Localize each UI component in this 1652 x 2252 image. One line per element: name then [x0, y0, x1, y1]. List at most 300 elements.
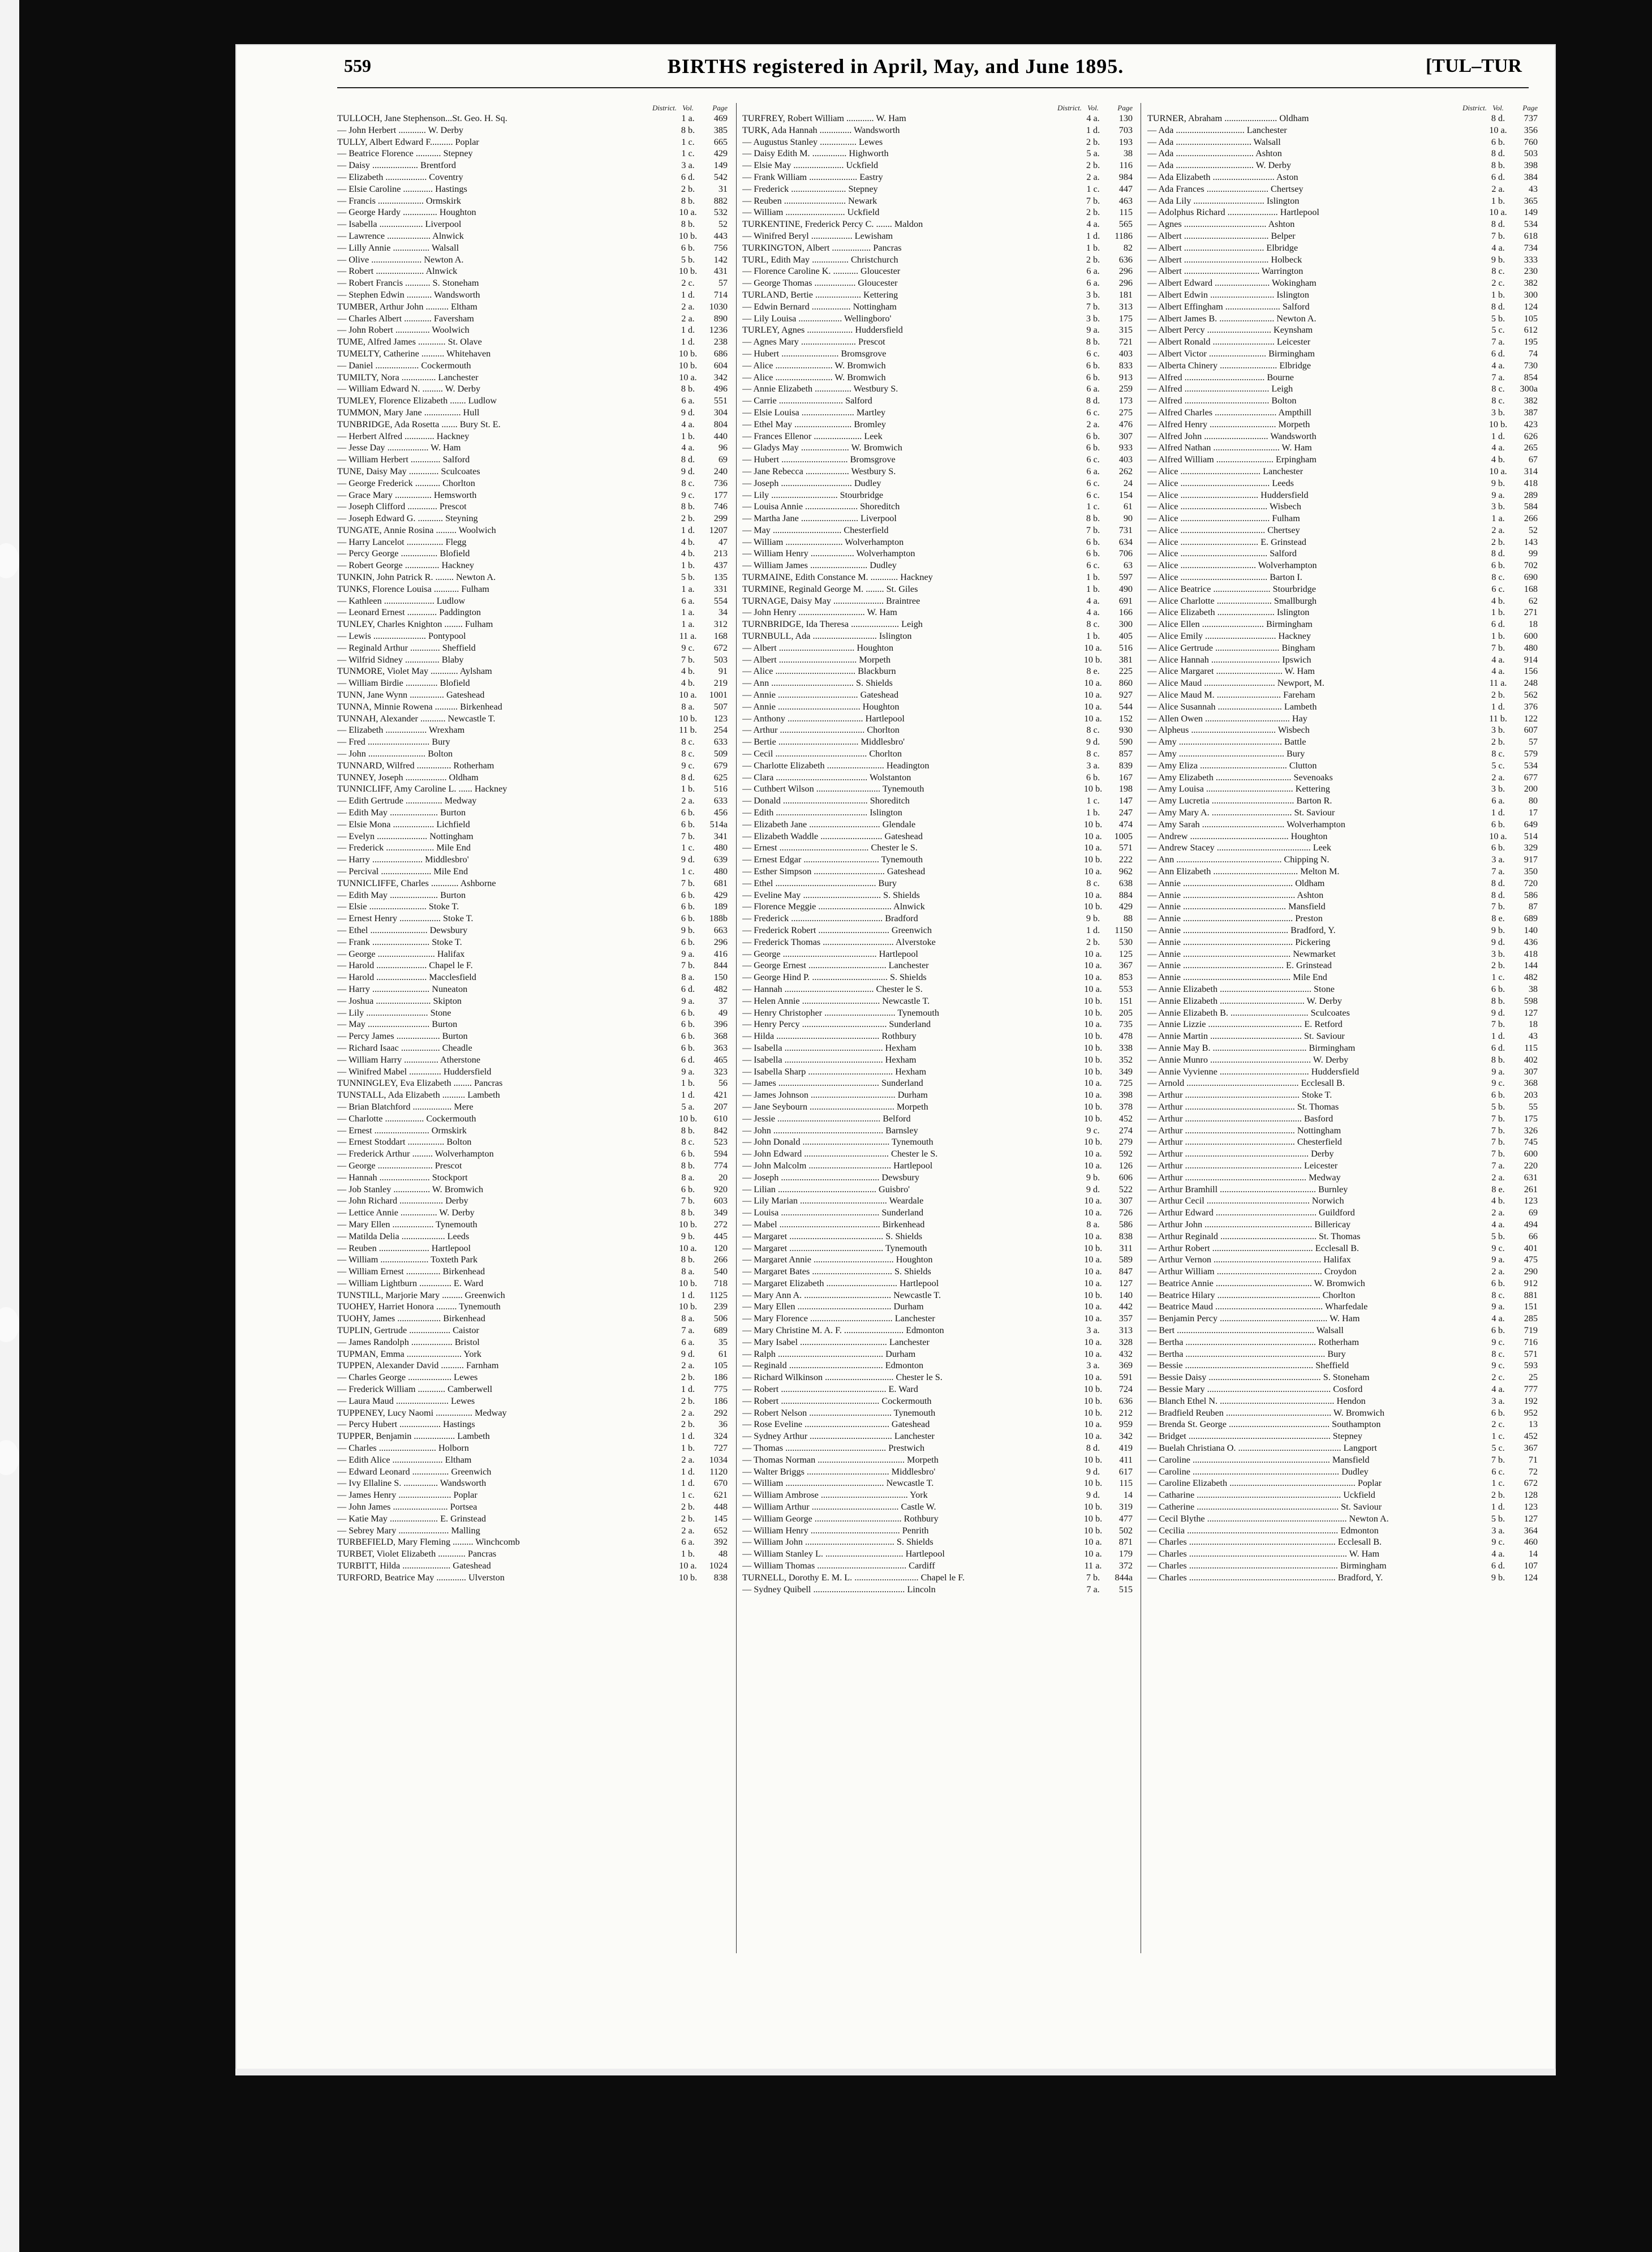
register-entry: [337, 1325, 728, 1336]
entry-name-district: TUNNICLIFF, Amy Caroline L. ...... Hackney: [337, 784, 507, 794]
register-entry: [742, 1101, 1133, 1113]
register-entry: [1147, 1548, 1538, 1560]
register-entry: [742, 1030, 1133, 1042]
register-entry: [337, 1148, 728, 1160]
entry-name-district: — Annie Elizabeth ........................................ Stone: [1147, 983, 1335, 994]
entry-name-district: — Walter Briggs .................................... Middlesbro': [742, 1466, 936, 1477]
entry-name-district: — Amy .............................................. Bury: [1147, 749, 1305, 759]
entry-volume: 10 a.: [1084, 1196, 1102, 1206]
register-columns: [337, 103, 1538, 1953]
entry-name-district: — Joseph Clifford ............. Prescot: [337, 501, 467, 512]
register-entry: [337, 948, 728, 960]
register-entry: [742, 1219, 1133, 1231]
entry-page: 530: [1118, 936, 1133, 947]
entry-page: 71: [1528, 1454, 1538, 1465]
entry-name-district: — William ..................... Toxteth Park: [337, 1254, 478, 1265]
register-entry: [1147, 701, 1538, 713]
entry-name-district: — Catharine ............................................................... Uckfield: [1147, 1490, 1375, 1501]
register-entry: [1147, 1278, 1538, 1290]
entry-name-district: — John James ........................ Portsea: [337, 1502, 477, 1512]
entry-volume: 9 a.: [1491, 1301, 1505, 1312]
entry-name-district: — Alice Emily ............................... Hackney: [1147, 631, 1311, 642]
entry-volume: 10 a.: [1084, 983, 1102, 994]
register-entry: [337, 536, 728, 548]
entry-name-district: — Joseph ............................... Dudley: [742, 478, 881, 488]
entry-name-district: — Blanch Ethel N. .................................................. Hendon: [1147, 1395, 1366, 1406]
entry-volume: 2 c.: [681, 278, 695, 289]
entry-page: 311: [1119, 1243, 1133, 1253]
column-header: [1147, 103, 1538, 113]
entry-volume: 7 b.: [1086, 525, 1100, 535]
register-page: [235, 44, 1556, 2075]
entry-name-district: — Reginald Arthur ............. Sheffield: [337, 642, 476, 653]
entry-name-district: — Caroline ................................................................ Dudley: [1147, 1466, 1369, 1477]
entry-volume: 7 b.: [1491, 901, 1505, 912]
register-entry: [742, 736, 1133, 748]
entry-page: 478: [1118, 1031, 1133, 1042]
register-column-3: [1147, 103, 1538, 1953]
entry-page: 200: [1524, 784, 1538, 794]
entry-page: 516: [1118, 642, 1133, 653]
entry-page: 418: [1524, 478, 1538, 488]
entry-name-district: — Charles ..................................................................... W. Ham: [1147, 1549, 1380, 1559]
entry-page: 917: [1524, 854, 1538, 865]
entry-name-district: — Arthur ................................................... Leicester: [1147, 1160, 1338, 1171]
entry-name-district: — Bridget .............................................................. Stepney: [1147, 1431, 1362, 1442]
register-entry: [337, 313, 728, 325]
entry-volume: 10 a.: [679, 1243, 697, 1253]
register-entry: [337, 1395, 728, 1407]
entry-page: 437: [713, 560, 728, 571]
entry-page: 207: [713, 1101, 728, 1112]
entry-name-district: — Lily ............................. Stourbridge: [742, 489, 884, 500]
register-entry: [337, 407, 728, 419]
entry-volume: 4 b.: [1491, 454, 1505, 465]
entry-volume: 3 b.: [1086, 313, 1100, 324]
entry-volume: 5 b.: [1491, 1231, 1505, 1241]
entry-name-district: — Alfred ..................................... Leigh: [1147, 384, 1293, 394]
entry-name-district: — Robert ..................... Alnwick: [337, 266, 458, 277]
entry-name-district: — John Richard ................... Derby: [337, 1196, 468, 1206]
entry-page: 266: [1524, 513, 1538, 524]
entry-page: 884: [1118, 889, 1133, 900]
entry-volume: 10 b.: [678, 1301, 698, 1312]
entry-name-district: — Richard Wilkinson .............................. Chester le S.: [742, 1372, 943, 1383]
entry-name-district: — Arthur ..................................... Chorlton: [742, 725, 900, 736]
entry-name-district: — Edith May ..................... Burton: [337, 889, 466, 900]
entry-page: 151: [1524, 1301, 1538, 1312]
entry-name-district: TUNMORE, Violet May ............ Aylsham: [337, 666, 492, 677]
entry-name-district: — Ernest Henry .................. Stoke T.: [337, 913, 474, 924]
entry-page: 120: [713, 1243, 728, 1253]
entry-name-district: — Laura Maud ....................... Lewes: [337, 1395, 475, 1406]
entry-page: 38: [1123, 148, 1133, 159]
entry-volume: 1 b.: [1086, 583, 1100, 594]
entry-page: 279: [1118, 1137, 1133, 1148]
register-entry: [337, 148, 728, 160]
entry-name-district: — Alice .................................. E. Grinstead: [1147, 536, 1306, 547]
register-entry: [1147, 301, 1538, 313]
entry-name-district: — Catherine .............................................................. St. Saviour: [1147, 1502, 1382, 1512]
entry-name-district: — Elizabeth .................. Wrexham: [337, 725, 465, 736]
entry-page: 378: [1118, 1101, 1133, 1112]
film-edge: [0, 0, 19, 2252]
register-entry: [337, 419, 728, 431]
entry-page: 443: [713, 230, 728, 241]
entry-page: 681: [713, 878, 728, 888]
entry-name-district: — Lilian ........................................... Guisbro': [742, 1184, 910, 1194]
register-entry: [742, 560, 1133, 571]
register-entry: [337, 1278, 728, 1290]
entry-volume: 6 a.: [681, 595, 695, 606]
register-entry: [1147, 607, 1538, 618]
entry-volume: 1 b.: [1086, 572, 1100, 583]
entry-page: 357: [1118, 1313, 1133, 1324]
entry-name-district: — Daniel ................... Cockermouth: [337, 360, 471, 371]
register-entry: [1147, 1231, 1538, 1243]
entry-page: 423: [1524, 419, 1538, 429]
register-entry: [337, 795, 728, 807]
entry-page: 890: [713, 313, 728, 324]
entry-name-district: — Ethel ......................... Dewsbury: [337, 925, 468, 935]
entry-page: 721: [1118, 337, 1133, 347]
register-entry: [337, 171, 728, 183]
entry-volume: 1 d.: [1086, 925, 1100, 935]
entry-name-district: TUNNICLIFFE, Charles ............ Ashborne: [337, 878, 496, 888]
entry-page: 61: [718, 1348, 728, 1359]
entry-name-district: — Charlotte Elizabeth ......................... Headington: [742, 760, 930, 771]
register-entry: [742, 1584, 1133, 1596]
entry-name-district: — Mary Ellen .................. Tynemouth: [337, 1219, 477, 1230]
entry-page: 122: [1524, 713, 1538, 724]
register-entry: [1147, 1501, 1538, 1513]
entry-page: 179: [1118, 1549, 1133, 1559]
register-entry: [1147, 1383, 1538, 1395]
entry-name-district: — Brian Blatchford ................. Mere: [337, 1101, 474, 1112]
register-entry: [337, 560, 728, 571]
register-entry: [742, 783, 1133, 795]
entry-volume: 10 b.: [1083, 1101, 1103, 1112]
entry-name-district: — Lily Louisa ................... Wellingboro': [742, 313, 892, 324]
entry-name-district: TUNBRIDGE, Ada Rosetta ....... Bury St. E.: [337, 419, 501, 429]
entry-page: 289: [1524, 489, 1538, 500]
register-entry: [1147, 736, 1538, 748]
entry-volume: 9 a.: [681, 948, 695, 959]
register-entry: [742, 772, 1133, 784]
entry-page: 381: [1118, 654, 1133, 665]
entry-name-district: — May .............................. Chesterfield: [742, 525, 889, 535]
entry-name-district: TUNNAH, Alexander ........... Newcastle T.: [337, 713, 496, 724]
entry-volume: 3 a.: [1086, 1360, 1100, 1371]
entry-name-district: — William Arthur ...................................... Castle W.: [742, 1502, 936, 1512]
entry-page: 396: [713, 1019, 728, 1030]
entry-volume: 2 b.: [1086, 160, 1100, 171]
entry-page: 665: [713, 136, 728, 147]
entry-name-district: — Cecil Blythe ............................................................. Newton A.: [1147, 1513, 1389, 1524]
entry-name-district: — Albert Effingham ........................ Salford: [1147, 301, 1310, 312]
entry-volume: 6 a.: [1086, 466, 1100, 476]
entry-name-district: — Arthur ................................................... Basford: [1147, 1113, 1333, 1124]
entry-volume: 8 b.: [1491, 995, 1505, 1006]
entry-page: 140: [1524, 925, 1538, 935]
entry-page: 631: [1524, 1172, 1538, 1183]
entry-volume: 9 b.: [681, 925, 695, 935]
register-entry: [1147, 289, 1538, 301]
register-entry: [1147, 866, 1538, 878]
entry-volume: 10 a.: [1084, 972, 1102, 983]
register-entry: [742, 889, 1133, 901]
register-entry: [742, 1301, 1133, 1313]
entry-volume: 10 a.: [1084, 1537, 1102, 1548]
register-entry: [742, 972, 1133, 983]
entry-name-district: TUNN, Jane Wynn ............... Gateshead: [337, 690, 485, 700]
register-entry: [742, 113, 1133, 124]
entry-name-district: — Cecil ........................................ Chorlton: [742, 749, 902, 759]
entry-name-district: — William George ...................................... Rothbury: [742, 1513, 939, 1524]
entry-page: 313: [1118, 301, 1133, 312]
entry-page: 854: [1524, 372, 1538, 383]
entry-page: 312: [713, 619, 728, 630]
entry-name-district: — Brenda St. George ............................................ Southampton: [1147, 1419, 1381, 1430]
entry-volume: 6 b.: [1491, 1325, 1505, 1336]
entry-volume: 1 d.: [1086, 124, 1100, 135]
entry-name-district: — Annie ............................................. Mansfield: [1147, 901, 1326, 912]
entry-name-district: — Alfred William ......................... Erpingham: [1147, 454, 1317, 465]
entry-volume: 10 a.: [1084, 889, 1102, 900]
entry-volume: 4 a.: [681, 419, 695, 429]
entry-page: 1186: [1115, 230, 1133, 241]
entry-page: 617: [1118, 1466, 1133, 1477]
entry-name-district: — Joseph ........................................... Dewsbury: [742, 1172, 919, 1183]
register-entry: [1147, 431, 1538, 442]
entry-name-district: — Richard Isaac ................. Cheadle: [337, 1042, 472, 1053]
entry-name-district: — Arthur ................................................ Nottingham: [1147, 1125, 1341, 1136]
register-entry: [1147, 972, 1538, 983]
entry-name-district: — Ernest Edgar ................................. Tynemouth: [742, 854, 923, 865]
register-entry: [1147, 1360, 1538, 1372]
register-entry: [1147, 1254, 1538, 1266]
entry-page: 405: [1118, 631, 1133, 642]
entry-volume: 10 b.: [1083, 1290, 1103, 1300]
entry-name-district: — Margaret Annie ................................... Houghton: [742, 1254, 933, 1265]
entry-volume: 10 a.: [1084, 678, 1102, 689]
entry-volume: 6 b.: [1086, 548, 1100, 559]
entry-page: 649: [1524, 819, 1538, 830]
entry-volume: 2 a.: [681, 301, 695, 312]
entry-page: 591: [1118, 1372, 1133, 1383]
entry-page: 240: [713, 466, 728, 476]
entry-name-district: — Ada Elizabeth ........................... Aston: [1147, 171, 1298, 182]
entry-page: 606: [1118, 1172, 1133, 1183]
entry-volume: 10 a.: [1084, 1207, 1102, 1218]
entry-page: 853: [1118, 972, 1133, 983]
entry-volume: 1 d.: [681, 289, 695, 300]
entry-page: 456: [713, 807, 728, 818]
entry-volume: 9 c.: [1491, 1336, 1505, 1347]
entry-name-district: — Mary Isabel ...................................... Lanchester: [742, 1336, 930, 1347]
entry-name-district: — Amy Sarah .................................... Wolverhampton: [1147, 819, 1345, 830]
entry-page: 382: [1524, 278, 1538, 289]
register-entry: [742, 1395, 1133, 1407]
entry-name-district: — Frederick ........................................ Bradford: [742, 913, 918, 924]
register-entry: [337, 1466, 728, 1478]
register-entry: [1147, 960, 1538, 972]
register-entry: [742, 1254, 1133, 1266]
entry-name-district: — Elsie May ...................... Uckfield: [742, 160, 879, 171]
entry-page: 634: [1118, 536, 1133, 547]
entry-name-district: — Joseph Edward G. ........... Steyning: [337, 513, 478, 524]
entry-page: 342: [713, 372, 728, 383]
entry-page: 13: [1528, 1419, 1538, 1430]
entry-volume: 10 b.: [1083, 784, 1103, 794]
entry-volume: 6 a.: [1086, 266, 1100, 277]
entry-name-district: — Benjamin Percy ............................................... W. Ham: [1147, 1313, 1360, 1324]
entry-volume: 6 b.: [681, 819, 695, 830]
register-entry: [337, 348, 728, 360]
entry-name-district: — Annie Munro ............................................ W. Derby: [1147, 1054, 1349, 1065]
entry-volume: 10 b.: [1083, 654, 1103, 665]
register-entry: [1147, 630, 1538, 642]
register-entry: [337, 1383, 728, 1395]
entry-page: 914: [1524, 654, 1538, 665]
entry-volume: 6 b.: [1491, 1090, 1505, 1101]
entry-name-district: — Jesse Day .................. W. Ham: [337, 442, 461, 453]
entry-page: 445: [713, 1231, 728, 1241]
entry-volume: 9 b.: [681, 1231, 695, 1241]
entry-name-district: — Lawrence ................... Alnwick: [337, 230, 464, 241]
entry-volume: 6 b.: [681, 1149, 695, 1159]
entry-volume: 4 a.: [681, 442, 695, 453]
column-header-page: Page: [1117, 104, 1133, 112]
entry-page: 603: [713, 1196, 728, 1206]
register-entry: [337, 548, 728, 560]
entry-name-district: TUPPEN, Alexander David .......... Farnham: [337, 1360, 499, 1371]
register-entry: [1147, 1336, 1538, 1348]
entry-volume: 6 c.: [1086, 407, 1100, 418]
entry-volume: 9 c.: [1491, 1537, 1505, 1548]
entry-name-district: — May ........................... Burton: [337, 1019, 458, 1030]
register-entry: [337, 431, 728, 442]
entry-page: 328: [1118, 1336, 1133, 1347]
register-entry: [1147, 442, 1538, 454]
entry-name-district: — Harold ...................... Macclesfield: [337, 972, 476, 983]
register-entry: [1147, 124, 1538, 136]
entry-page: 804: [713, 419, 728, 429]
entry-volume: 7 b.: [1491, 230, 1505, 241]
entry-volume: 2 b.: [1491, 1490, 1505, 1501]
register-entry: [337, 136, 728, 148]
entry-page: 349: [713, 1207, 728, 1218]
entry-page: 149: [1524, 207, 1538, 218]
register-entry: [337, 960, 728, 972]
entry-volume: 6 c.: [1086, 454, 1100, 465]
entry-volume: 5 b.: [1491, 1513, 1505, 1524]
register-entry: [1147, 1195, 1538, 1207]
entry-page: 36: [718, 1419, 728, 1430]
entry-page: 265: [1524, 442, 1538, 453]
entry-name-district: — Margaret Elizabeth ............................... Hartlepool: [742, 1278, 939, 1288]
entry-volume: 10 a.: [1084, 831, 1102, 841]
entry-name-district: — Charles ......................... Holborn: [337, 1443, 469, 1454]
register-entry: [742, 878, 1133, 889]
entry-name-district: — Alice Beatrice ......................... Stourbridge: [1147, 583, 1317, 594]
entry-name-district: TULLY, Albert Edward F.......... Poplar: [337, 136, 479, 147]
entry-page: 718: [713, 1278, 728, 1288]
entry-name-district: — Arthur John ............................................... Billericay: [1147, 1219, 1351, 1230]
register-entry: [337, 819, 728, 831]
entry-name-district: TURNBULL, Ada ............................ Islington: [742, 631, 912, 642]
register-entry: [1147, 548, 1538, 560]
register-entry: [1147, 854, 1538, 866]
entry-page: 652: [713, 1525, 728, 1536]
entry-name-district: — Albert .................................. Morpeth: [742, 654, 891, 665]
entry-page: 482: [1524, 972, 1538, 983]
entry-volume: 6 d.: [1491, 1561, 1505, 1571]
register-entry: [337, 1442, 728, 1454]
register-entry: [337, 889, 728, 901]
register-entry: [337, 1125, 728, 1137]
register-entry: [337, 1077, 728, 1089]
entry-name-district: — George ........................ Prescot: [337, 1160, 462, 1171]
register-entry: [742, 1336, 1133, 1348]
register-entry: [337, 1254, 728, 1266]
entry-name-district: — Alfred ..................................... Bolton: [1147, 396, 1297, 406]
entry-volume: 8 b.: [681, 1207, 695, 1218]
entry-page: 324: [713, 1431, 728, 1442]
entry-volume: 7 b.: [1086, 301, 1100, 312]
register-entry: [742, 1454, 1133, 1466]
entry-page: 87: [1528, 901, 1538, 912]
register-entry: [742, 160, 1133, 171]
entry-name-district: — Isabella ........................................... Hexham: [742, 1054, 917, 1065]
entry-page: 842: [713, 1125, 728, 1136]
register-entry: [1147, 1348, 1538, 1360]
register-entry: [742, 419, 1133, 431]
entry-name-district: — Alice ...................................... Salford: [1147, 548, 1297, 559]
entry-page: 350: [1524, 866, 1538, 876]
entry-name-district: — Alice ......................... W. Bromwich: [742, 372, 886, 383]
register-entry: [742, 478, 1133, 489]
entry-volume: 4 a.: [1491, 666, 1505, 677]
register-entry: [742, 1077, 1133, 1089]
entry-page: 333: [1524, 254, 1538, 265]
entry-volume: 10 a.: [1084, 1254, 1102, 1265]
entry-page: 670: [713, 1478, 728, 1489]
entry-page: 716: [1524, 1336, 1538, 1347]
entry-name-district: — Frederick ..................... Mile End: [337, 843, 471, 853]
entry-name-district: — Alfred John ............................ Wandsworth: [1147, 431, 1317, 441]
entry-page: 52: [1528, 525, 1538, 535]
entry-volume: 6 b.: [681, 913, 695, 924]
entry-name-district: — Annie .............................................. Bradford, Y.: [1147, 925, 1336, 935]
entry-page: 24: [1123, 478, 1133, 488]
entry-page: 636: [1118, 254, 1133, 265]
register-entry: [742, 218, 1133, 230]
entry-volume: 8 c.: [1491, 749, 1505, 759]
register-entry: [337, 595, 728, 607]
entry-volume: 4 a.: [1086, 219, 1100, 230]
register-entry: [1147, 995, 1538, 1007]
register-entry: [742, 983, 1133, 995]
entry-name-district: — Charlotte ................. Cockermouth: [337, 1113, 476, 1124]
entry-volume: 11 a.: [679, 631, 697, 642]
register-entry: [337, 1572, 728, 1584]
register-entry: [337, 1454, 728, 1466]
entry-name-district: — Caroline Elizabeth ....................................................... Poplar: [1147, 1478, 1382, 1489]
entry-volume: 8 c.: [1491, 396, 1505, 406]
register-entry: [1147, 1125, 1538, 1137]
entry-volume: 10 a.: [1084, 701, 1102, 712]
